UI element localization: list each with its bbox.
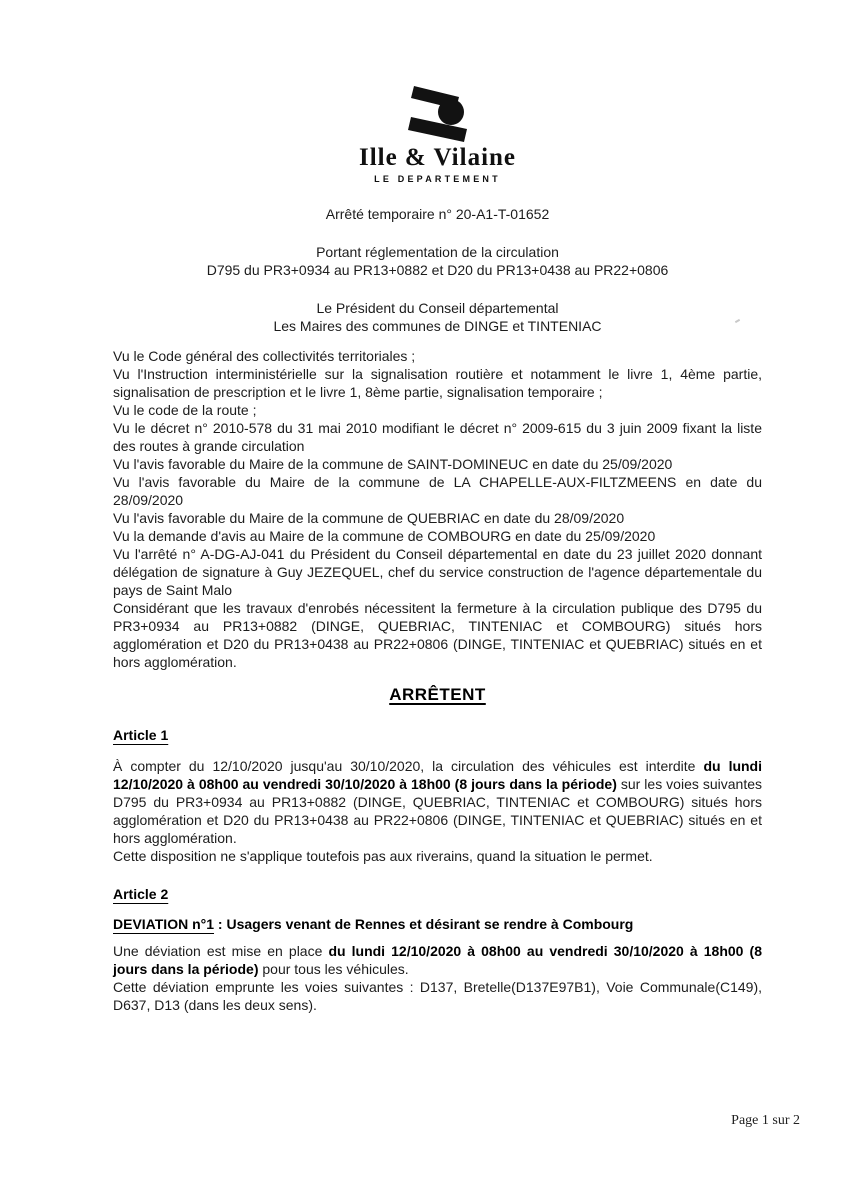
article-2-paragraph-1 [113,942,762,978]
article-1-paragraph-2: Cette disposition ne s'applique toutefois pas aux riverains, quand la situation le permet. [113,848,653,864]
logo-subtitle: LE DEPARTEMENT [374,174,501,184]
preamble-item-6: Vu l'avis favorable du Maire de la commune de LA CHAPELLE-AUX-FILTZMEENS en date du 28/09/2020 [113,474,762,508]
preamble-item-1: Vu le Code général des collectivités territoriales ; [113,348,416,364]
subject-block [113,243,762,279]
article-1-p1-text-end: sur les voies suivantes D795 du PR3+0934 au PR13+0882 (DINGE, QUEBRIAC, TINTENIAC et COMBOURG) situés hors agglomération et D20 du PR13+0438 au PR22+0806 (DINGE, TINTENIAC et QUEBRIAC) situés en et hors agglomération. [113,776,762,846]
article-2-title [113,885,762,903]
decision-heading [113,684,762,706]
preamble-item-2: Vu l'Instruction interministérielle sur la signalisation routière et notamment le livre 1, 4ème partie, signalisation de prescription et le livre 1, 8ème partie, signalisation temporaire ; [113,366,762,400]
article-2-title-label: Article 2 [113,886,169,902]
deviation-1-label: DEVIATION n°1 [113,916,215,932]
logo-title: Ille & Vilaine [358,144,517,171]
subject-line-2: D795 du PR3+0934 au PR13+0882 et D20 du PR13+0438 au PR22+0806 [206,262,669,278]
authority-line-2: Les Maires des communes de DINGE et TINTENIAC [273,318,602,334]
preamble-item-7: Vu l'avis favorable du Maire de la commune de QUEBRIAC en date du 28/09/2020 [113,510,625,526]
article-1-title-label: Article 1 [113,727,169,743]
page-number: Page 1 sur 2 [731,1113,800,1128]
preamble-item-9: Vu l'arrêté n° A-DG-AJ-041 du Président du Conseil départemental en date du 23 juillet 2020 donnant délégation de signature à Guy JEZEQUEL, chef du service construction de l'agence départementale du pays de Saint Malo [113,546,762,598]
article-2-p1-text-start: Une déviation est mise en place [113,943,329,959]
article-1-paragraph-1 [113,757,762,847]
authority-line-1: Le Président du Conseil départemental [316,300,559,316]
article-1-p1-text-start: À compter du 12/10/2020 jusqu'au 30/10/2020, la circulation des véhicules est interdite [113,758,704,774]
preamble-item-3: Vu le code de la route ; [113,402,257,418]
article-2-p1-text-end: pour tous les véhicules. [258,961,409,977]
article-2-p1-bold-period: du lundi 12/10/2020 à 08h00 au vendredi 30/10/2020 à 18h00 (8 jours dans la période) [113,943,762,977]
arrete-number: Arrêté temporaire n° 20-A1-T-01652 [325,206,550,222]
decision-heading-label: ARRÊTENT [389,685,486,704]
deviation-1-description: : Usagers venant de Rennes et désirant se rendre à Combourg [214,916,634,932]
article-1-p1-bold-period: du lundi 12/10/2020 à 08h00 au vendredi 30/10/2020 à 18h00 (8 jours dans la période) [113,758,762,792]
deviation-1-heading [113,915,762,933]
preamble-item-8: Vu la demande d'avis au Maire de la commune de COMBOURG en date du 25/09/2020 [113,528,656,544]
article-1-title [113,726,762,744]
article-2-paragraph-2: Cette déviation emprunte les voies suivantes : D137, Bretelle(D137E97B1), Voie Communale(C149), D637, D13 (dans les deux sens). [113,979,762,1013]
preamble-item-10: Considérant que les travaux d'enrobés nécessitent la fermeture à la circulation publique des D795 du PR3+0934 au PR13+0882 (DINGE, QUEBRIAC, TINTENIAC et COMBOURG) situés hors agglomération et D20 du PR13+0438 au PR22+0806 (DINGE, TINTENIAC et QUEBRIAC) situés en et hors agglomération. [113,600,762,670]
departement-logo [113,85,762,185]
authority-block [113,299,762,335]
ille-et-vilaine-logo-icon [407,85,469,143]
preamble-item-5: Vu l'avis favorable du Maire de la commune de SAINT-DOMINEUC en date du 25/09/2020 [113,456,673,472]
preamble-item-4: Vu le décret n° 2010-578 du 31 mai 2010 modifiant le décret n° 2009-615 du 3 juin 2009 fixant la liste des routes à grande circulation [113,420,762,454]
subject-line-1: Portant réglementation de la circulation [316,244,559,260]
preamble [113,347,762,671]
